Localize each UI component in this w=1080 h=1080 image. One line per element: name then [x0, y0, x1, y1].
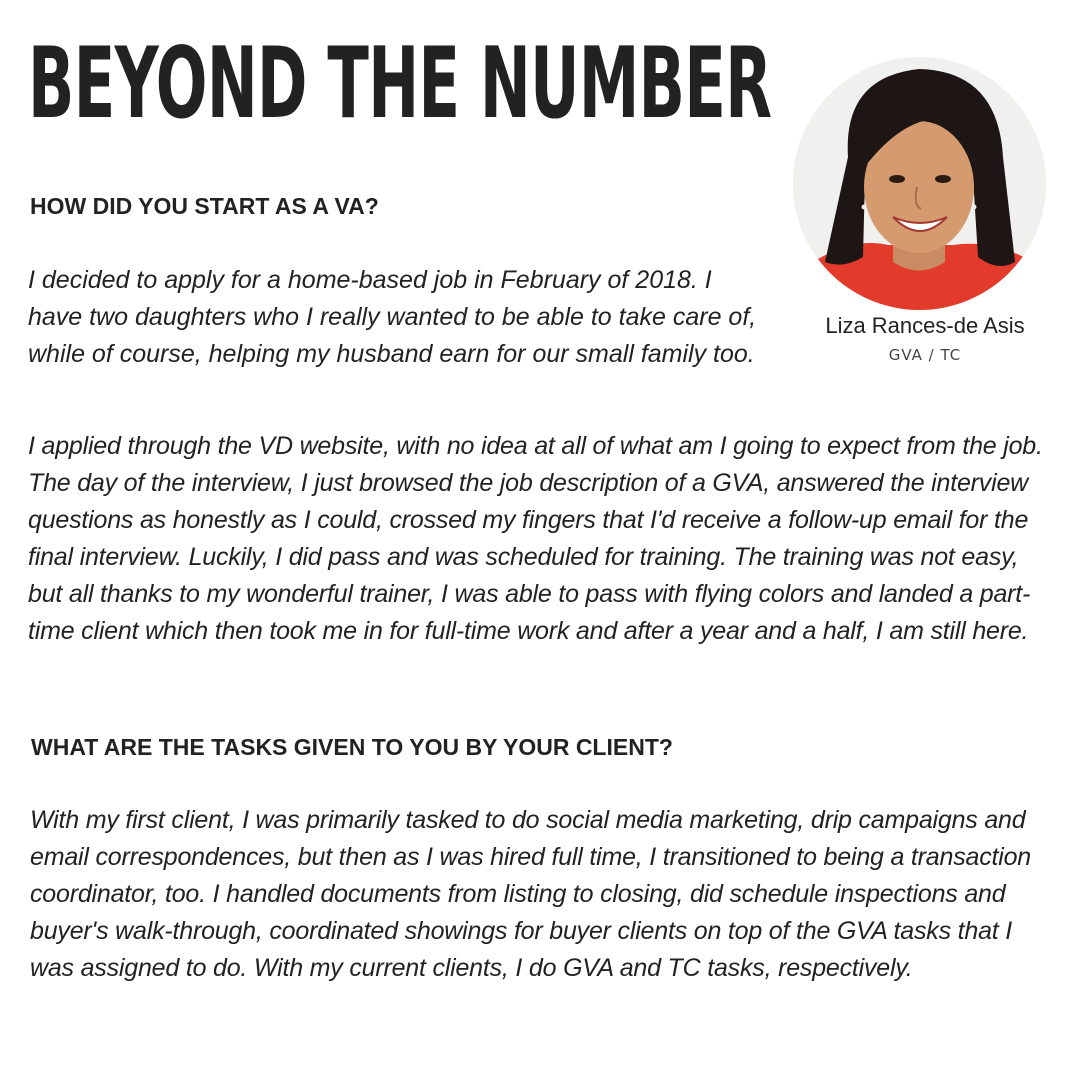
section-paragraph: With my first client, I was primarily tasked to do social media marketing, drip campaigns and email correspondences, but then as I was hired full time, I transitioned to being a transaction coordinator, too. I handled documents from listing to closing, did schedule inspections and buyer's walk-through, coordinated showings for buyer clients on top of the GVA tasks that I was assigned to do. With my current clients, I do GVA and TC tasks, respectively. — [30, 806, 1032, 982]
profile-role: GVA / TC — [888, 346, 962, 364]
profile-name: Liza Rances-de Asis — [825, 313, 1025, 338]
profile-photo — [793, 57, 1046, 310]
page-title: BEYOND THE NUMBER — [28, 27, 772, 141]
section-heading-tasks: WHAT ARE THE TASKS GIVEN TO YOU BY YOUR CLIENT? — [31, 734, 673, 760]
section-paragraph: I applied through the VD website, with no idea at all of what am I going to expect from the job. The day of the interview, I just browsed the job description of a GVA, answered the interview questions as honestly as I could, crossed my fingers that I'd receive a follow-up email for the final interview. Luckily, I did pass and was scheduled for training. The training was not easy, but all thanks to my wonderful trainer, I was able to pass with flying colors and landed a part-time client which then took me in for full-time work and after a year and a half, I am still here. — [28, 432, 1043, 645]
section-heading-start: HOW DID YOU START AS A VA? — [30, 193, 379, 219]
section-paragraph: I decided to apply for a home-based job in February of 2018. I have two daughters who I really wanted to be able to take care of, while of course, helping my husband earn for our small family too. — [28, 266, 757, 368]
